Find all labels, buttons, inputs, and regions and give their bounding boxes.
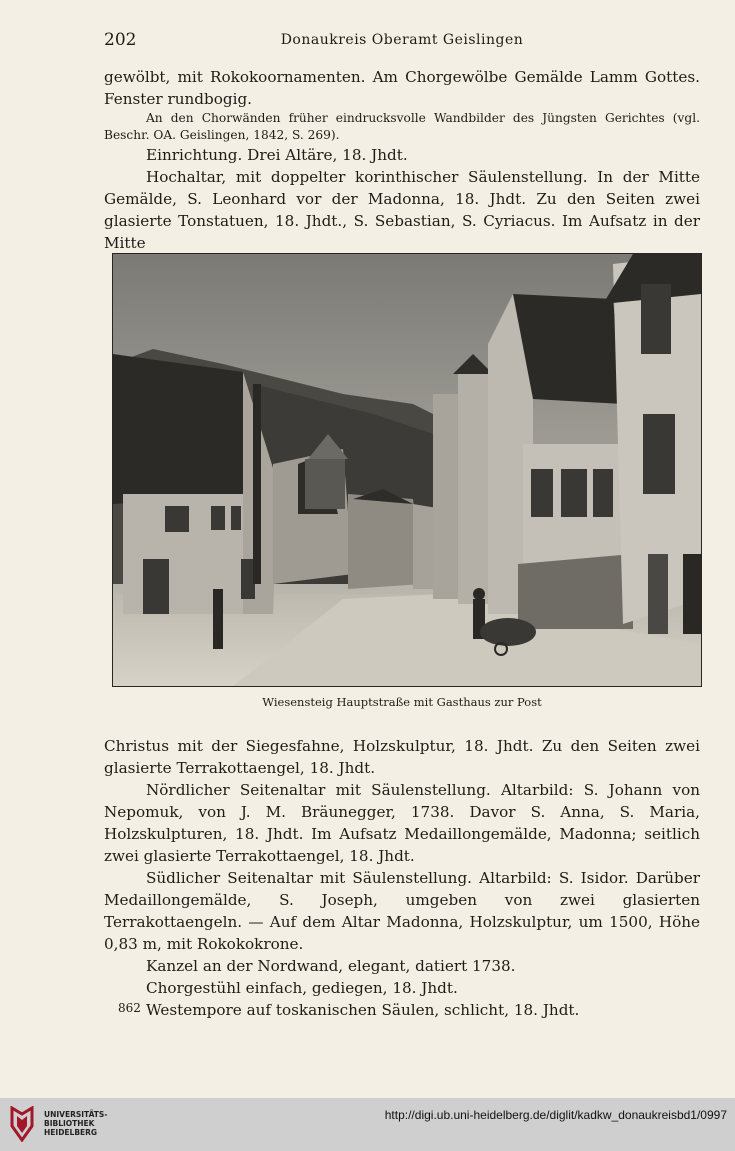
library-footer — [0, 1098, 735, 1151]
library-logo-icon — [8, 1106, 36, 1142]
text-block-bottom — [104, 735, 700, 1021]
running-title: Donaukreis Oberamt Geislingen — [280, 32, 524, 48]
paragraph: Chorgestühl einfach, gediegen, 18. Jhdt. — [146, 979, 458, 997]
paragraph: Kanzel an der Nordwand, elegant, datiert 1738. — [146, 957, 516, 975]
section-heading: Einrichtung. Drei Altäre, 18. Jhdt. — [146, 146, 408, 164]
paragraph: Westempore auf toskanischen Säulen, schlicht, 18. Jhdt. — [146, 1001, 580, 1019]
library-name-line: UNIVERSITÄTS- — [44, 1110, 108, 1119]
page-number: 202 — [104, 30, 137, 50]
library-name-line: BIBLIOTHEK — [44, 1119, 95, 1128]
paragraph: gewölbt, mit Rokokoornamenten. Am Chorgewölbe Gemälde Lamm Gottes. Fenster rundbogig. — [104, 68, 700, 108]
printer-signature: 862 — [118, 1001, 141, 1015]
text-block-top — [104, 66, 700, 254]
street-photograph — [112, 253, 702, 687]
library-name — [44, 1110, 107, 1137]
footnote-paragraph: An den Chorwänden früher eindrucksvolle Wandbilder des Jüngsten Gerichtes (vgl. Beschr. OA. Geislingen, 1842, S. 269). — [104, 111, 700, 142]
paragraph: Christus mit der Siegesfahne, Holzskulptur, 18. Jhdt. Zu den Seiten zwei glasierte Terrakottaengel, 18. Jhdt. — [104, 737, 700, 777]
photo-illustration — [113, 254, 701, 686]
paragraph: Hochaltar, mit doppelter korinthischer Säulenstellung. In der Mitte Gemälde, S. Leonhard vor der Madonna, 18. Jhdt. Zu den Seiten zwei glasierte Tonstatuen, 18. Jhdt., S. Sebastian, S. Cyriacus. Im Aufsatz in der Mitte — [104, 168, 700, 252]
paragraph: Nördlicher Seitenaltar mit Säulenstellung. Altarbild: S. Johann von Nepomuk, von J. M. Bräunegger, 1738. Davor S. Anna, S. Maria, Holzskulpturen, 18. Jhdt. Im Aufsatz Medaillongemälde, Madonna; seitlich zwei glasierte Terrakottaengel, 18. Jhdt. — [104, 781, 700, 865]
permalink-url[interactable]: http://digi.ub.uni-heidelberg.de/diglit/kadkw_donaukreisbd1/0997 — [384, 1108, 727, 1122]
page-header — [104, 30, 700, 54]
paragraph: Südlicher Seitenaltar mit Säulenstellung. Altarbild: S. Isidor. Darüber Medaillongemälde, S. Joseph, umgeben von zwei glasierten Terrakottaengeln. — Auf dem Altar Madonna, Holzskulptur, um 1500, Höhe 0,83 m, mit Rokokokrone. — [104, 869, 700, 953]
figure-caption: Wiesensteig Hauptstraße mit Gasthaus zur Post — [262, 695, 542, 709]
library-name-line: HEIDELBERG — [44, 1128, 98, 1137]
